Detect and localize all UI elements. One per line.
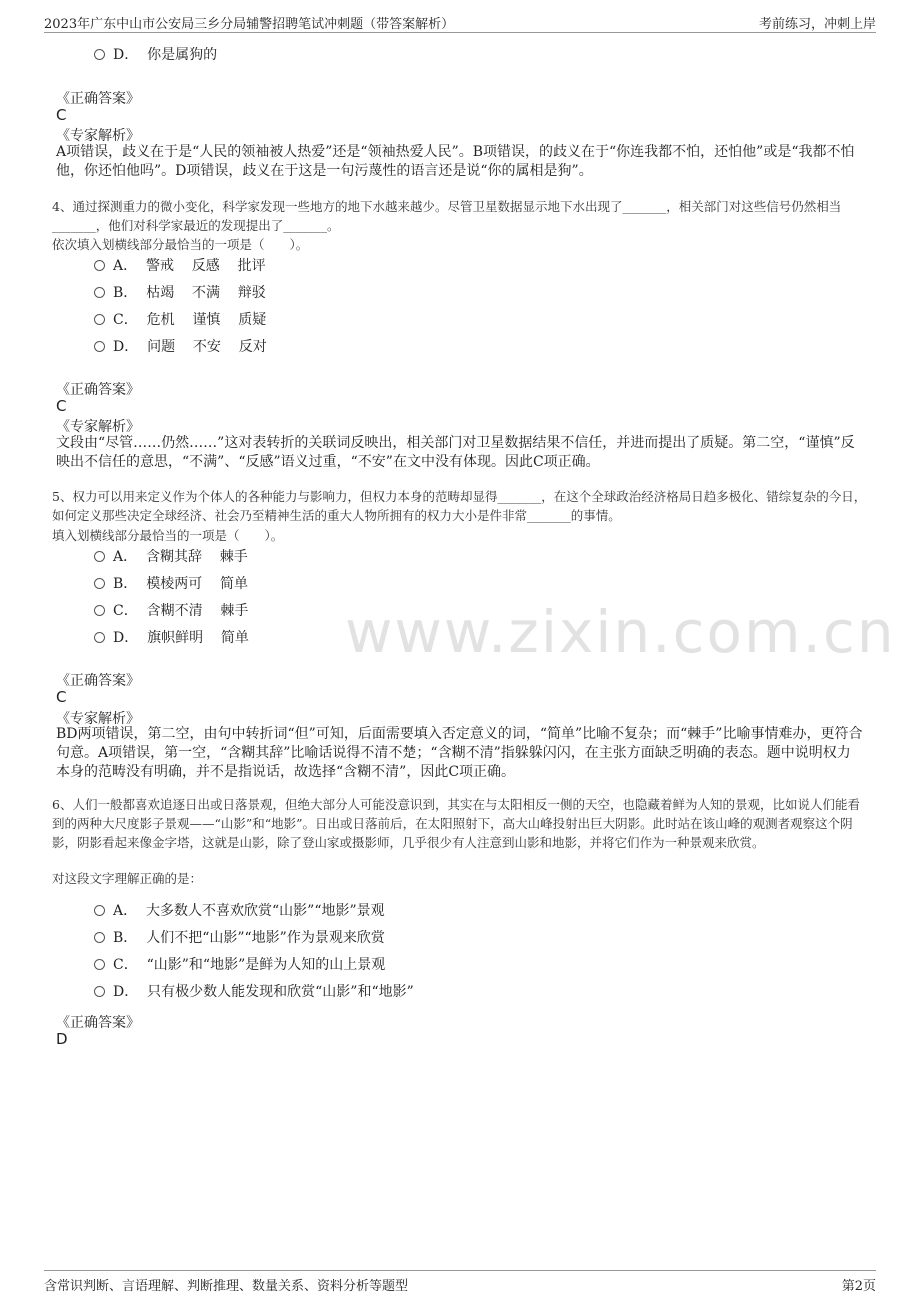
q5-stem: 5、权力可以用来定义作为个体人的各种能力与影响力，但权力本身的范畴却显得_______，在这个全球政治经济格局日趋多极化、错综复杂的今日，如何定义那些决定全球经济、社会乃至精神生活的重大人物所拥有的权力大小是件非常_______的事情。 — [52, 489, 867, 523]
q6-option-d[interactable]: D． 只有极少数人能发现和欣赏“山影”和“地影” — [94, 982, 414, 1002]
header-slogan: 考前练习，冲刺上岸 — [758, 17, 876, 32]
footer-topics: 含常识判断、言语理解、判断推理、数量关系、资料分析等题型 — [44, 1279, 409, 1294]
q3-analysis-label: 《专家解析》 — [56, 128, 140, 144]
q4-option-d[interactable]: D． 问题 不安 反对 — [94, 337, 267, 357]
q4-analysis: 文段由“尽管……仍然……”这对表转折的关联词反映出，相关部门对卫星数据结果不信任，并进而提出了质疑。第二空，“谨慎”反映出不信任的意思，“不满”、“反感”语义过重，“不安”在文中没有体现。因此C项正确。 — [56, 435, 855, 470]
q4-option-b[interactable]: B． 枯竭 不满 辩驳 — [94, 283, 266, 303]
radio-icon[interactable] — [94, 959, 105, 970]
q5-analysis: BD两项错误，第二空，由句中转折词“但”可知，后面需要填入否定意义的词，“简单”比喻不复杂；而“棘手”比喻事情难办，更符合句意。A项错误，第一空，“含糊其辞”比喻话说得不清不楚；“含糊不清”指躲躲闪闪，在主张方面缺乏明确的表态。题中说明权力本身的范畴没有明确，并不是指说话，故选择“含糊不清”，因此C项正确。 — [56, 726, 863, 780]
page-header — [44, 10, 876, 33]
q5-option-a[interactable]: A． 含糊其辞 棘手 — [94, 547, 248, 567]
q6-answer-label: 《正确答案》 — [56, 1015, 140, 1031]
q4-answer-label: 《正确答案》 — [56, 382, 140, 398]
q5-analysis-label: 《专家解析》 — [56, 711, 140, 727]
q5-prompt: 填入划横线部分最恰当的一项是（ ）。 — [52, 528, 284, 543]
radio-icon[interactable] — [94, 551, 105, 562]
page-footer — [44, 1270, 876, 1293]
q6-option-b[interactable]: B． 人们不把“山影”“地影”作为景观来欣赏 — [94, 928, 385, 948]
q5-answer-label: 《正确答案》 — [56, 673, 140, 689]
q4-stem: 4、通过探测重力的微小变化，科学家发现一些地方的地下水越来越少。尽管卫星数据显示地下水出现了_______，相关部门对这些信号仍然相当_______，他们对科学家最近的发现提出了_______。 — [52, 199, 842, 233]
q5-answer: C — [56, 688, 67, 706]
q6-answer: D — [56, 1030, 68, 1048]
q6-prompt: 对这段文字理解正确的是： — [52, 871, 203, 886]
radio-icon[interactable] — [94, 578, 105, 589]
q5-option-d[interactable]: D． 旗帜鲜明 简单 — [94, 628, 249, 648]
radio-icon[interactable] — [94, 932, 105, 943]
q6-stem: 6、人们一般都喜欢追逐日出或日落景观，但绝大部分人可能没意识到，其实在与太阳相反一侧的天空，也隐藏着鲜为人知的景观，比如说人们能看到的两种大尺度影子景观——“山影”和“地影”。日出或日落前后，在太阳照射下，高大山峰投射出巨大阴影。此时站在该山峰的观测者观察这个阴影，阴影看起来像金字塔，这就是山影，除了登山家或摄影师，几乎很少有人注意到山影和地影，并将它们作为一种景观来欣赏。 — [52, 797, 860, 850]
radio-icon[interactable] — [94, 49, 105, 60]
q3-answer: C — [56, 106, 67, 124]
q4-analysis-label: 《专家解析》 — [56, 419, 140, 435]
radio-icon[interactable] — [94, 260, 105, 271]
q4-option-c[interactable]: C． 危机 谨慎 质疑 — [94, 310, 266, 330]
q4-answer: C — [56, 397, 67, 415]
radio-icon[interactable] — [94, 632, 105, 643]
q3-option-d[interactable]: D． 你是属狗的 — [94, 45, 217, 65]
q4-prompt: 依次填入划横线部分最恰当的一项是（ ）。 — [52, 237, 309, 252]
radio-icon[interactable] — [94, 341, 105, 352]
radio-icon[interactable] — [94, 314, 105, 325]
radio-icon[interactable] — [94, 905, 105, 916]
radio-icon[interactable] — [94, 986, 105, 997]
page-number: 第2页 — [841, 1279, 876, 1294]
document-title: 2023年广东中山市公安局三乡分局辅警招聘笔试冲刺题（带答案解析） — [44, 17, 455, 32]
q3-answer-label: 《正确答案》 — [56, 91, 140, 107]
q6-option-c[interactable]: C． “山影”和“地影”是鲜为人知的山上景观 — [94, 955, 385, 975]
q5-option-b[interactable]: B． 模棱两可 简单 — [94, 574, 248, 594]
q3-analysis: A项错误，歧义在于是“人民的领袖被人热爱”还是“领袖热爱人民”。B项错误，的歧义在于“你连我都不怕，还怕他”或是“我都不怕他，你还怕他吗”。D项错误，歧义在于这是一句污蔑性的语言还是说“你的属相是狗”。 — [56, 144, 855, 179]
q5-option-c[interactable]: C． 含糊不清 棘手 — [94, 601, 248, 621]
watermark: www.zixin.com.cn — [345, 598, 896, 666]
q4-option-a[interactable]: A． 警戒 反感 批评 — [94, 256, 266, 276]
q6-option-a[interactable]: A． 大多数人不喜欢欣赏“山影”“地影”景观 — [94, 901, 385, 921]
radio-icon[interactable] — [94, 287, 105, 298]
radio-icon[interactable] — [94, 605, 105, 616]
